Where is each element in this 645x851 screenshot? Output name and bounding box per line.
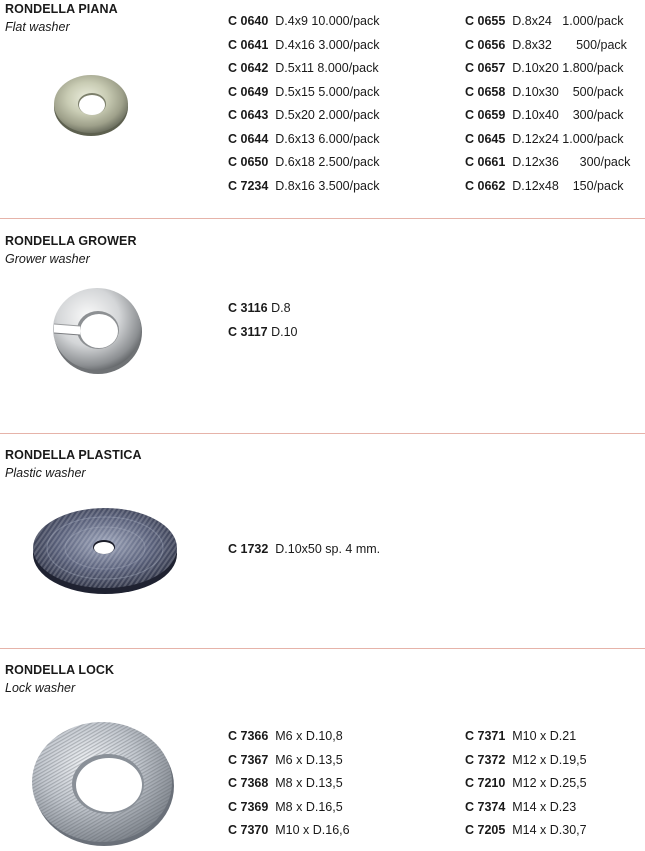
section-subtitle: Plastic washer [5,466,86,480]
list-item: C 0661 D.12x36 300/pack [465,155,631,169]
list-item: C 0655 D.8x24 1.000/pack [465,14,624,28]
section-title: RONDELLA PIANA [5,2,118,16]
list-item: C 0659 D.10x40 300/pack [465,108,624,122]
list-item: C 7368 M8 x D.13,5 [228,776,343,790]
list-item: C 0640 D.4x9 10.000/pack [228,14,380,28]
list-item: C 7369 M8 x D.16,5 [228,799,343,814]
section-subtitle: Flat washer [5,20,70,34]
list-item: C 0657 D.10x20 1.800/pack [465,61,624,75]
list-item: C 0656 D.8x32 500/pack [465,37,627,52]
list-item: C 7374 M14 x D.23 [465,799,577,814]
list-item: C 7366 M6 x D.10,8 [228,729,343,743]
flat-washer-codes-col2 [465,12,630,200]
section-title: RONDELLA GROWER [5,234,137,248]
list-item: C 7234 D.8x16 3.500/pack [228,178,380,193]
list-item: C 0650 D.6x18 2.500/pack [228,155,380,169]
list-item: C 7367 M6 x D.13,5 [228,752,343,767]
list-item: C 7205 M14 x D.30,7 [465,823,587,837]
list-item: C 0649 D.5x15 5.000/pack [228,84,380,99]
section-plastic-washer [0,434,645,648]
list-item: C 1732 D.10x50 sp. 4 mm. [228,542,381,556]
list-item: C 3117 D.10 [228,324,298,339]
grower-washer-codes [228,299,298,346]
flat-washer-codes-col1 [228,12,380,200]
section-title: RONDELLA PLASTICA [5,448,142,462]
flat-washer-image [52,72,130,143]
section-flat-washer [0,0,645,218]
section-title: RONDELLA LOCK [5,663,115,677]
list-item: C 0658 D.10x30 500/pack [465,84,624,99]
section-subtitle: Lock washer [5,681,76,695]
list-item: C 0641 D.4x16 3.000/pack [228,37,380,52]
lock-washer-image [28,714,178,851]
list-item: C 0643 D.5x20 2.000/pack [228,108,380,122]
list-item: C 0642 D.5x11 8.000/pack [228,61,379,75]
lock-washer-codes-col1 [228,727,350,845]
list-item: C 7210 M12 x D.25,5 [465,776,587,790]
plastic-washer-image [30,496,180,605]
list-item: C 0662 D.12x48 150/pack [465,178,624,193]
section-lock-washer [0,649,645,846]
plastic-washer-codes [228,540,380,564]
list-item: C 7372 M12 x D.19,5 [465,752,587,767]
list-item: C 0644 D.6x13 6.000/pack [228,131,380,146]
grower-washer-image [50,282,150,387]
section-subtitle: Grower washer [5,252,90,266]
lock-washer-codes-col2 [465,727,587,845]
section-grower-washer [0,219,645,433]
list-item: C 0645 D.12x24 1.000/pack [465,131,624,146]
list-item: C 7370 M10 x D.16,6 [228,823,350,837]
list-item: C 3116 D.8 [228,301,291,315]
list-item: C 7371 M10 x D.21 [465,729,577,743]
